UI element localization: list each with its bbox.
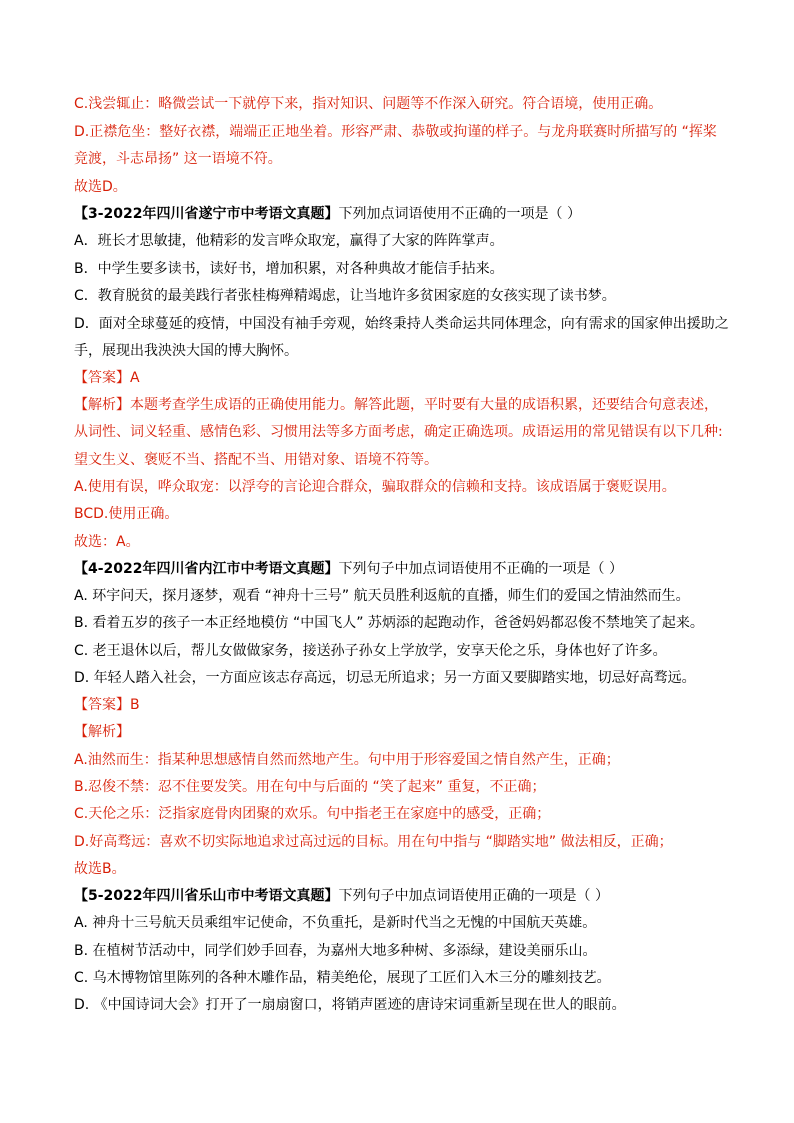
analysis-line: 竞渡，斗志昂扬” 这一语境不符。 (74, 151, 282, 167)
analysis-line: 望文生义、褒贬不当、搭配不当、用错对象、语境不符等。 (74, 452, 438, 468)
analysis-line: 【解析】本题考查学生成语的正确使用能力。解答此题，平时要有大量的成语积累，还要结合句意表述， (74, 397, 718, 413)
option-c: C. 老王退休以后，帮儿女做做家务，接送孙子孙女上学放学，安享天伦之乐，身体也好了许多。 (74, 643, 667, 659)
option-b: B. 看着五岁的孩子一本正经地模仿 “中国飞人” 苏炳添的起跑动作，爸爸妈妈都忍俊不禁地笑了起来。 (74, 615, 704, 631)
analysis-line: BCD.使用正确。 (74, 506, 179, 522)
option-d: D. 《中国诗词大会》打开了一扇扇窗口，将销声匿迹的唐诗宋词重新呈现在世人的眼前。 (74, 997, 626, 1013)
question-4-stem (74, 559, 623, 579)
question-source: 【3-2022年四川省遂宁市中考语文真题】 (74, 206, 339, 222)
option-d: D. 年轻人踏入社会，一方面应该志存高远，切忌无所追求；另一方面又要脚踏实地，切忌好高骛远。 (74, 670, 696, 686)
option-d: D．面对全球蔓延的疫情，中国没有袖手旁观，始终秉持人类命运共同体理念，向有需求的国家伸出援助之 (74, 316, 729, 332)
option-d-cont: 手，展现出我泱泱大国的博大胸怀。 (74, 343, 298, 359)
analysis-line: C.浅尝辄止：略微尝试一下就停下来，指对知识、问题等不作深入研究。符合语境，使用正确。 (74, 96, 663, 112)
question-text: 下列句子中加点词语使用正确的一项是（ ） (338, 888, 609, 904)
option-a: A. 神舟十三号航天员乘组牢记使命，不负重托，是新时代当之无愧的中国航天英雄。 (74, 915, 597, 931)
question-text: 下列加点词语使用不正确的一项是（ ） (338, 206, 581, 222)
analysis-line: B.忍俊不禁：忍不住要发笑。用在句中与后面的 “笑了起来” 重复，不正确； (74, 779, 546, 795)
conclusion-line: 故选B。 (74, 861, 126, 877)
option-a: A．班长才思敏捷，他精彩的发言哗众取宠，赢得了大家的阵阵掌声。 (74, 233, 504, 249)
question-text: 下列句子中加点词语使用不正确的一项是（ ） (338, 561, 623, 577)
question-source: 【4-2022年四川省内江市中考语文真题】 (74, 561, 339, 577)
answer-label: 【答案】B (74, 697, 140, 713)
analysis-line: C.天伦之乐：泛指家庭骨肉团聚的欢乐。句中指老王在家庭中的感受，正确； (74, 806, 551, 822)
analysis-line: 从词性、词义轻重、感情色彩、习惯用法等多方面考虑，确定正确选项。成语运用的常见错误有以下几种: (74, 424, 723, 440)
conclusion-line: 故选D。 (74, 179, 127, 195)
analysis-label: 【解析】 (74, 724, 130, 740)
analysis-line: A.油然而生：指某种思想感情自然而然地产生。句中用于形容爱国之情自然产生，正确； (74, 752, 620, 768)
conclusion-line: 故选：A。 (74, 534, 140, 550)
option-c: C. 乌木博物馆里陈列的各种木雕作品，精美绝伦，展现了工匠们入木三分的雕刻技艺。 (74, 970, 611, 986)
option-b: B. 在植树节活动中，同学们妙手回春，为嘉州大地多种树、多添绿，建设美丽乐山。 (74, 943, 597, 959)
option-c: C．教育脱贫的最美践行者张桂梅殚精竭虑，让当地许多贫困家庭的女孩实现了读书梦。 (74, 288, 616, 304)
answer-label: 【答案】A (74, 370, 140, 386)
option-a: A. 环宇问天，探月逐梦，观看 “神舟十三号” 航天员胜利返航的直播，师生们的爱国之情油然而生。 (74, 588, 690, 604)
question-5-stem (74, 886, 609, 906)
analysis-line: A.使用有误，哗众取宠：以浮夸的言论迎合群众，骗取群众的信赖和支持。该成语属于褒贬误用。 (74, 479, 676, 495)
analysis-line: D.正襟危坐：整好衣襟，端端正正地坐着。形容严肃、恭敬或拘谨的样子。与龙舟联赛时所描写的 “挥桨 (74, 124, 717, 140)
question-source: 【5-2022年四川省乐山市中考语文真题】 (74, 888, 339, 904)
question-3-stem (74, 204, 581, 224)
analysis-line: D.好高骛远：喜欢不切实际地追求过高过远的目标。用在句中指与 “脚踏实地” 做法相反，正确； (74, 834, 673, 850)
option-b: B．中学生要多读书，读好书，增加积累，对各种典故才能信手拈来。 (74, 261, 504, 277)
